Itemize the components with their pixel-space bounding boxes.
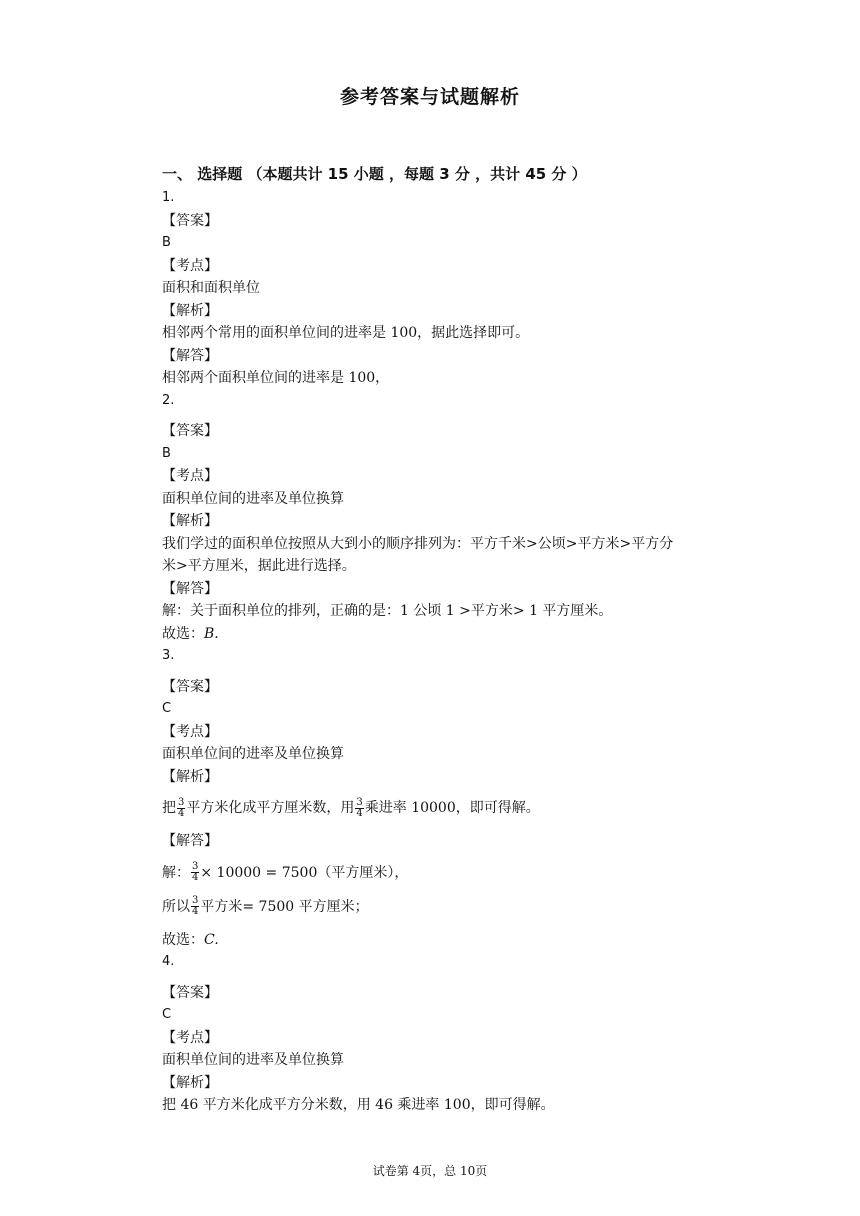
text-run: × 10000 = 7500（平方厘米），: [200, 864, 409, 881]
page-title: 参考答案与试题解析: [339, 86, 520, 108]
text-run: 平方米化成平方厘米数，用: [186, 800, 355, 816]
solution-label: 【解答】: [162, 833, 218, 849]
answer-content: [162, 187, 722, 1117]
fraction-denominator: 4: [178, 807, 185, 819]
answer-value: B: [162, 235, 171, 250]
fraction-denominator: 4: [192, 872, 199, 883]
knowledge-label: 【考点】: [162, 1029, 218, 1046]
fraction: [177, 798, 185, 819]
choice-line: [162, 929, 722, 952]
text-run: 乘进率 10000，即可得解。: [364, 800, 540, 816]
analysis-text: 相邻两个常用的面积单位间的进率是 100，据此选择即可。: [162, 325, 530, 341]
analysis-text: 把 46 平方米化成平方分米数，用 46 乘进率 100，即可得解。: [162, 1097, 555, 1113]
answer-label: 【答案】: [162, 212, 218, 229]
knowledge-label: 【考点】: [162, 723, 218, 740]
choice-line: [162, 623, 722, 646]
choice-prefix: 故选：: [162, 931, 204, 948]
solution-line1: [162, 861, 722, 885]
fraction: [191, 862, 199, 883]
knowledge-text: 面积单位间的进率及单位换算: [162, 490, 344, 507]
answer-label: 【答案】: [162, 984, 218, 1001]
text-run: 所以: [162, 898, 190, 915]
question-number: 2.: [162, 392, 175, 408]
solution-text: 解：关于面积单位的排列，正确的是：1 公顷 1 >平方米> 1 平方厘米。: [162, 603, 613, 619]
analysis-label: 【解析】: [162, 302, 218, 319]
analysis-text: [162, 796, 722, 820]
question-number: 3.: [162, 648, 175, 663]
knowledge-label: 【考点】: [162, 257, 218, 274]
knowledge-text: 面积单位间的进率及单位换算: [162, 746, 344, 762]
answer-value: C: [162, 701, 172, 716]
text-run: 解：: [162, 864, 190, 881]
answer-label: 【答案】: [162, 678, 218, 695]
fraction-numerator: 3: [356, 796, 363, 808]
knowledge-label: 【考点】: [162, 468, 218, 484]
solution-label: 【解答】: [162, 347, 218, 364]
answer-value: B: [162, 445, 171, 461]
solution-label: 【解答】: [162, 580, 218, 597]
page-footer: 试卷第 4页，总 10页: [372, 1164, 488, 1178]
fraction: [355, 798, 363, 819]
analysis-text-line2: 米>平方厘米，据此进行选择。: [162, 558, 356, 574]
knowledge-text: 面积单位间的进率及单位换算: [162, 1052, 344, 1068]
solution-text: 相邻两个面积单位间的进率是 100，: [162, 370, 390, 386]
section-heading: 一、 选择题 （本题共计 15 小题 ，每题 3 分 ，共计 45 分 ）: [162, 165, 587, 183]
fraction-denominator: 4: [356, 807, 363, 819]
choice-value: B.: [204, 625, 219, 642]
question-number: 4.: [162, 954, 175, 969]
analysis-label: 【解析】: [162, 513, 218, 529]
analysis-label: 【解析】: [162, 768, 218, 785]
analysis-text-line1: 我们学过的面积单位按照从大到小的顺序排列为：平方千米>公顷>平方米>平方分: [162, 535, 674, 552]
text-run: 平方米= 7500 平方厘米；: [200, 898, 369, 915]
choice-value: C.: [204, 931, 219, 948]
knowledge-text: 面积和面积单位: [162, 280, 260, 296]
analysis-label: 【解析】: [162, 1074, 218, 1091]
fraction-numerator: 3: [192, 895, 199, 906]
question-number: 1.: [162, 190, 175, 205]
answer-label: 【答案】: [162, 423, 218, 439]
answer-value: C: [162, 1007, 172, 1022]
fraction-numerator: 3: [192, 861, 199, 872]
text-run: 把: [162, 800, 176, 816]
fraction-denominator: 4: [192, 906, 199, 917]
fraction: [191, 896, 199, 917]
fraction-numerator: 3: [178, 796, 185, 808]
choice-prefix: 故选：: [162, 625, 204, 642]
solution-line2: [162, 895, 722, 919]
